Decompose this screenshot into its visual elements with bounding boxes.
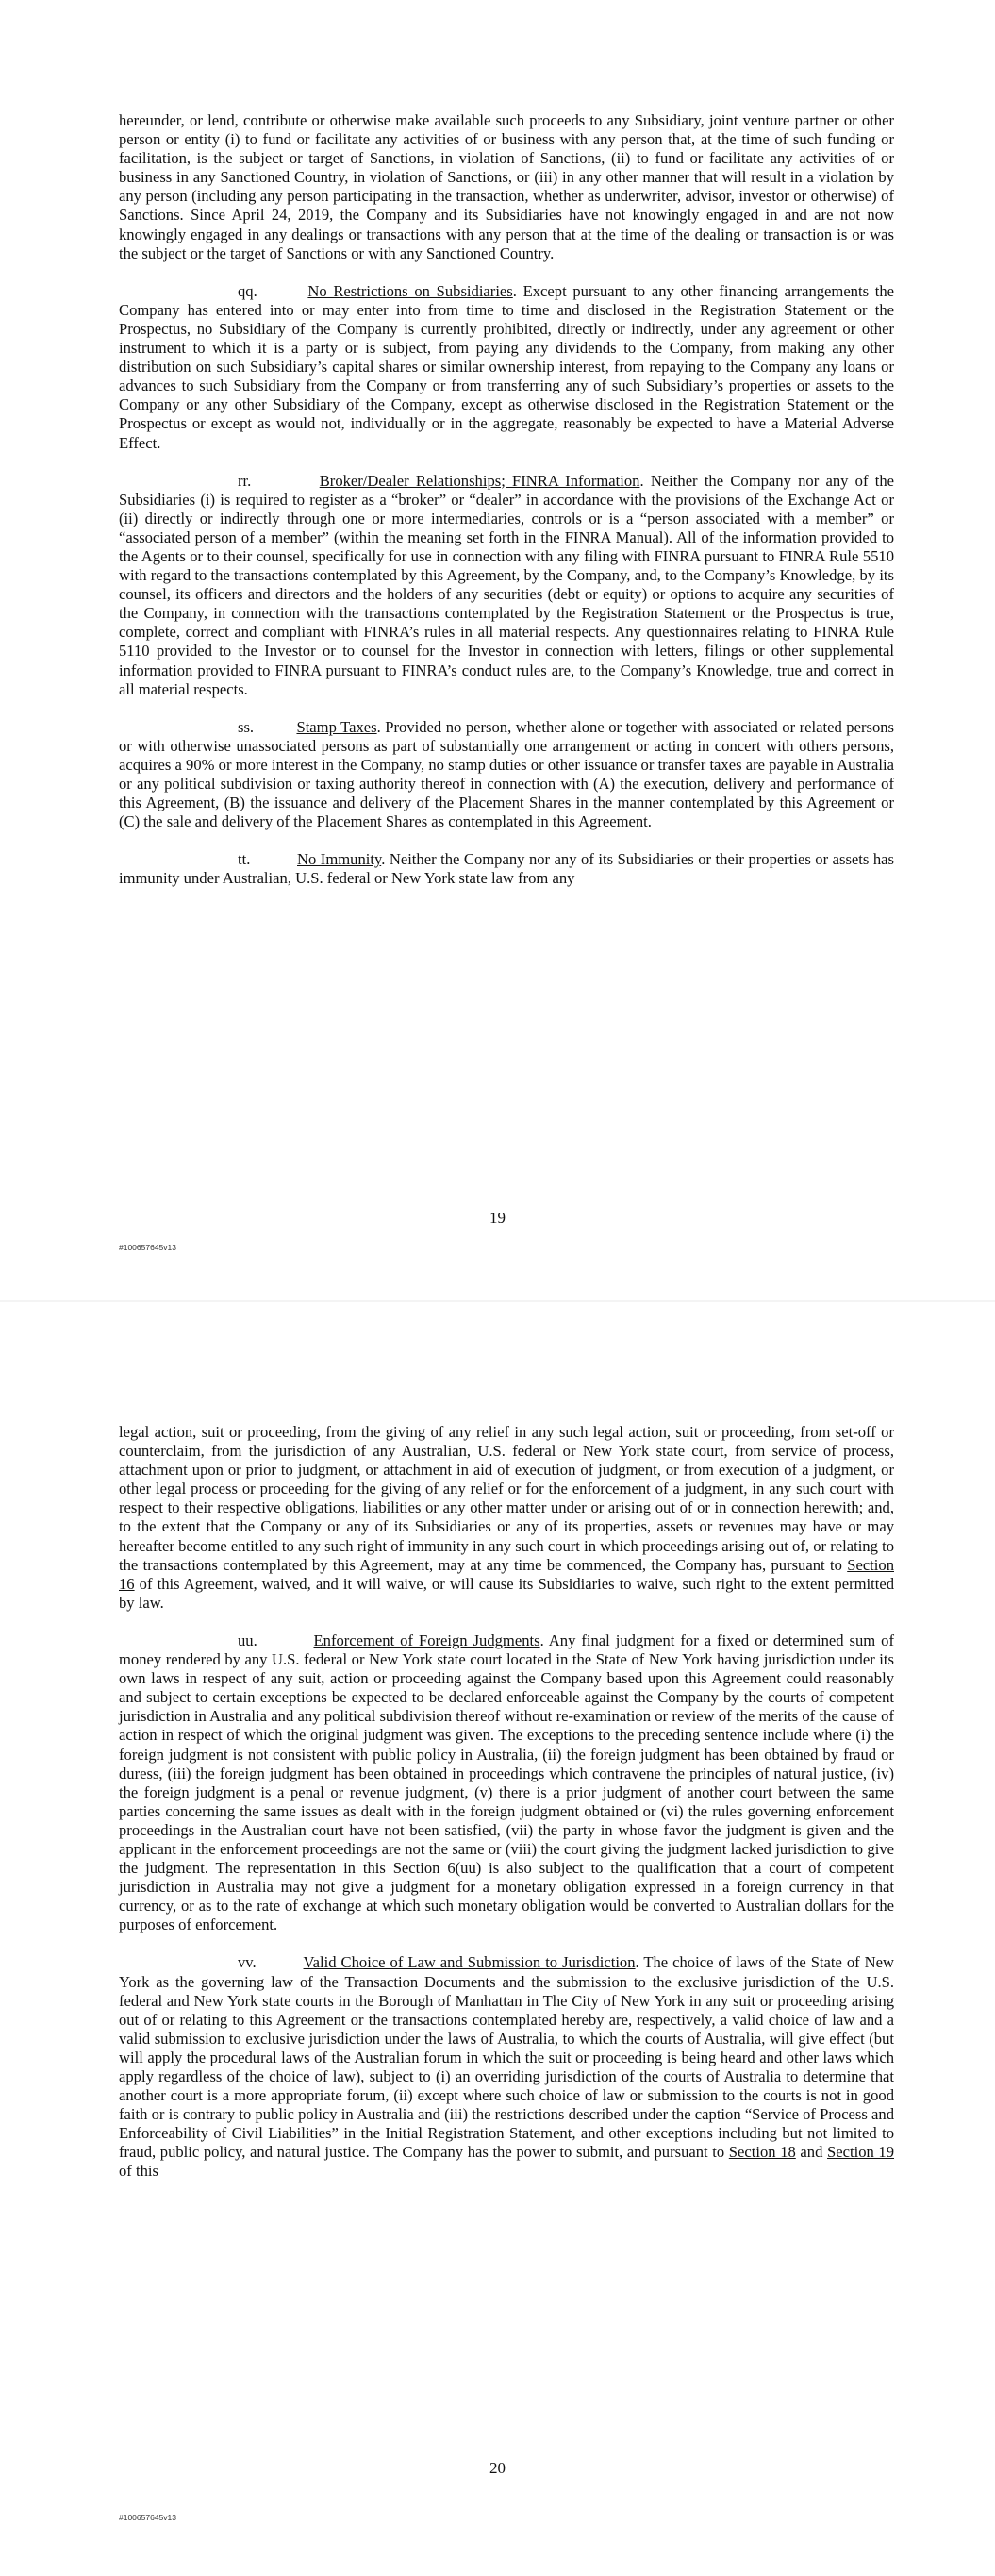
section-body: . The choice of laws of the State of New York as the governing law of the Transaction Documents and the submission to the exclusive jurisdiction of the U.S. federal and New York state courts in the Borough of Manhattan in The City of New York in any suit or proceeding arising out of or relating to this Agreement or the transactions contemplated hereby are, respectively, a valid choice of law and a valid submission to exclusive jurisdiction under the laws of Australia, to which the courts of Australia, will give effect (but will apply the procedural laws of the Australian forum in which the suit or proceeding is being heard and other laws which apply regardless of the choice of law), subject to (i) an overriding jurisdiction of the courts of Australia to determine that another court is a more appropriate forum, (ii) except where such choice of law or submission to the courts is not in good faith or is contrary to public policy in Australia and (iii) the restrictions described under the caption “Service of Process and Enforceability of Civil Liabilities” in the Initial Registration Statement, and other exceptions including but not limited to fraud, public policy, and natural justice. The Company has the power to submit, and pursuant to: [119, 1953, 895, 2162]
carryover-text-end: of this Agreement, waived, and it will waive, or will cause its Subsidiaries to waive, such right to the extent permitted by law.: [119, 1574, 894, 1612]
carryover-paragraph: [119, 1423, 894, 1613]
section-ss: [119, 718, 894, 832]
section-label: tt.: [238, 850, 251, 869]
section-body-mid: and: [795, 2143, 828, 2162]
section-19-link[interactable]: Section 19: [827, 2143, 895, 2162]
section-rr: [119, 472, 894, 699]
section-heading: Broker/Dealer Relationships; FINRA Information: [319, 471, 640, 490]
section-label: qq.: [238, 281, 257, 300]
carryover-paragraph: hereunder, or lend, contribute or otherwise make available such proceeds to any Subsidiary, joint venture partner or other person or entity (i) to fund or facilitate any activities of or business with any person that, at the time of such funding or facilitation, is the subject or target of Sanctions, in violation of Sanctions, (ii) to fund or facilitate any activities of or business in any Sanctioned Country, in violation of Sanctions, or (iii) in any other manner that will result in a violation by any person (including any person participating in the transaction, whether as underwriter, advisor, investor or otherwise) of Sanctions. Since April 24, 2019, the Company and its Subsidiaries have not knowingly engaged in and are not now knowingly engaged in any dealings or transactions with any person that at the time of the dealing or transaction is or was the subject or the target of Sanctions or with any Sanctioned Country.: [119, 111, 894, 262]
document-id: #100657645v13: [119, 1243, 176, 1252]
section-vv: [119, 1953, 894, 2181]
section-heading: No Restrictions on Subsidiaries: [307, 281, 513, 300]
section-body: . Neither the Company nor any of the Subsidiaries (i) is required to register as a “broker” or “dealer” in accordance with the provisions of the Exchange Act or (ii) directly or indirectly through one or more intermediaries, controls or is a “person associated with a member” or “associated person of a member” (within the meaning set forth in the FINRA Manual). All of the information provided to the Agents or to their counsel, specifically for use in connection with any filing with FINRA pursuant to FINRA Rule 5510 with regard to the transactions contemplated by this Agreement, by the Company, and, to the Company’s Knowledge, by its counsel, its officers and directors and the holders of any securities (debt or equity) or options to acquire any securities of the Company, in connection with the transactions contemplated by the Registration Statement or the Prospectus is true, complete, correct and compliant with FINRA’s rules in all material respects. Any questionnaires relating to FINRA Rule 5110 provided to the Investor or to counsel for the Investor in connection with letters, filings or other supplemental information provided to FINRA pursuant to FINRA’s conduct rules are, to the Company’s Knowledge, true and correct in all material respects.: [119, 471, 895, 698]
section-label: ss.: [238, 717, 255, 736]
section-body: . Provided no person, whether alone or together with associated or related persons or with otherwise unassociated persons as part of substantially one arrangement or acting in concert with others persons, acquires a 90% or more interest in the Company, no stamp duties or other issuance or transfer taxes are payable in Australia or any political subdivision or taxing authority thereof in connection with (A) the execution, delivery and performance of this Agreement, (B) the issuance and delivery of the Placement Shares in the manner contemplated by this Agreement or (C) the sale and delivery of the Placement Shares as contemplated in this Agreement.: [119, 717, 895, 831]
document-id: #100657645v13: [119, 2513, 176, 2522]
section-body: . Neither the Company nor any of its Subsidiaries or their properties or assets has immunity under Australian, U.S. federal or New York state law from any: [119, 850, 894, 888]
section-tt: [119, 850, 894, 888]
section-label: vv.: [238, 1953, 257, 1972]
section-body-end: of this: [119, 2162, 158, 2181]
section-heading: Enforcement of Foreign Judgments: [313, 1631, 540, 1649]
section-body: . Except pursuant to any other financing arrangements the Company has entered into or may enter into from time to time and disclosed in the Registration Statement or the Prospectus, no Subsidiary of the Company is currently prohibited, directly or indirectly, under any agreement or other instrument to which it is a party or is subject, from paying any dividends to the Company, from making any other distribution on such Subsidiary’s capital shares or similar ownership interest, from repaying to the Company any loans or advances to such Subsidiary from the Company or from transferring any of such Subsidiary’s properties or assets to the Company or any other Subsidiary of the Company, except as otherwise disclosed in the Registration Statement or the Prospectus or except as would not, individually or in the aggregate, reasonably be expected to have a Material Adverse Effect.: [119, 281, 895, 452]
page-number: 20: [489, 2459, 506, 2477]
section-heading: No Immunity: [297, 850, 382, 869]
page-19-body: [119, 111, 894, 888]
page-20-body: [119, 1423, 894, 2182]
section-body: . Any final judgment for a fixed or determined sum of money rendered by any U.S. federal or New York state court located in the State of New York having jurisdiction under its own laws in respect of any suit, action or proceeding against the Company based upon this Agreement could reasonably and subject to certain exceptions be expected to be declared enforceable against the Company by the courts of competent jurisdiction in Australia and any political subdivision thereof without re-examination or review of the merits of the cause of action in respect of which the original judgment was given. The exceptions to the preceding sentence include where (i) the foreign judgment is not consistent with public policy in Australia, (ii) the foreign judgment has been obtained by fraud or duress, (iii) the foreign judgment has been obtained in proceedings which contravene the principles of natural justice, (iv) the foreign judgment is a penal or revenue judgment, (v) there is a prior judgment of another court between the same parties concerning the same issues as dealt with in the foreign judgment obtained or (vi) the rules governing enforcement proceedings in the Australian court have not been satisfied, (vii) the party in whose favor the judgment is given and the applicant in the enforcement proceedings are not the same or (viii) the court giving the judgment lacked jurisdiction to give the judgment. The representation in this Section 6(uu) is also subject to the qualification that a court of competent jurisdiction in Australia may not give a judgment for a monetary obligation expressed in a foreign currency in that currency, or as to the rate of exchange at which such monetary obligation would be converted to Australian dollars for the purposes of enforcement.: [119, 1631, 894, 1934]
section-label: rr.: [238, 471, 252, 490]
page-number: 19: [489, 1209, 506, 1227]
section-qq: [119, 282, 894, 453]
carryover-text: legal action, suit or proceeding, from the giving of any relief in any such legal action, suit or proceeding, from set-off or counterclaim, from the jurisdiction of any Australian, U.S. federal or New York state court, from service of process, attachment upon or prior to judgment, or attachment in aid of execution of judgment, or from execution of a judgment, or other legal process or proceeding for the giving of any relief or for the enforcement of a judgment, in any such court with respect to their respective obligations, liabilities or any other matter under or arising out of or in connection herewith; and, to the extent that the Company or any of its Subsidiaries or any of its properties, assets or revenues may have or may hereafter become entitled to any such right of immunity in any such court in which proceedings arising out of, or relating to the transactions contemplated by this Agreement, may at any time be commenced, the Company has, pursuant to: [119, 1423, 894, 1574]
document-page-20: [0, 1302, 995, 2576]
section-label: uu.: [238, 1631, 257, 1649]
section-heading: Valid Choice of Law and Submission to Jurisdiction: [303, 1953, 636, 1972]
section-16-link[interactable]: Section 16: [119, 1555, 894, 1593]
section-heading: Stamp Taxes: [296, 717, 377, 736]
section-18-link[interactable]: Section 18: [728, 2143, 796, 2162]
section-uu: [119, 1631, 894, 1935]
